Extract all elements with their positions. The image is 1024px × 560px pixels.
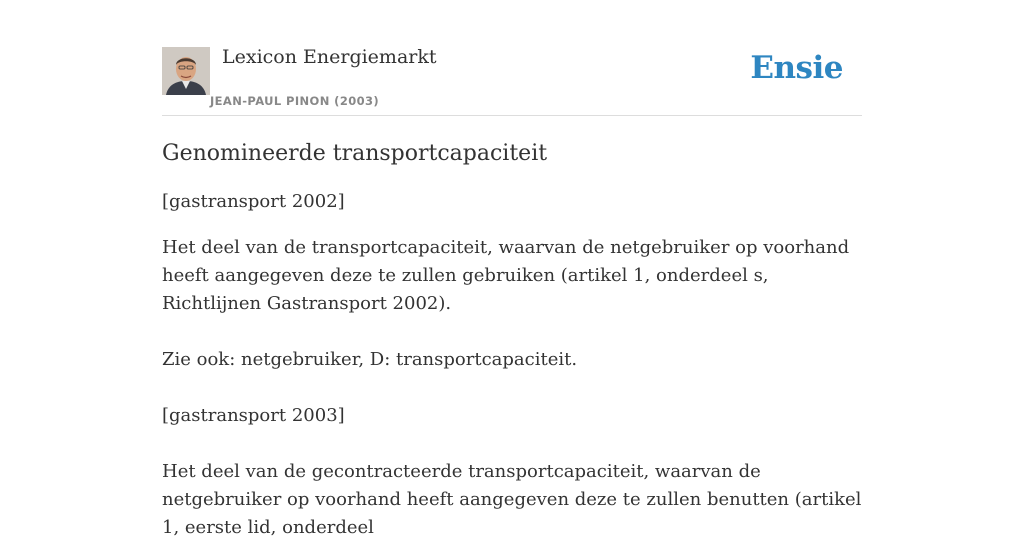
header	[162, 46, 862, 116]
see-also-paragraph: Zie ook: netgebruiker, D: transportcapaciteit.	[162, 349, 578, 370]
book-title[interactable]: Lexicon Energiemarkt	[222, 46, 437, 68]
entry-content	[162, 138, 867, 560]
entry-title: Genomineerde transportcapaciteit	[162, 141, 548, 166]
definition-paragraph: Het deel van de gecontracteerde transportcapaciteit, waarvan de netgebruiker op voorhand heeft aangegeven deze te zullen benutten (artikel 1, eerste lid, onderdeel	[162, 461, 862, 538]
author-avatar[interactable]	[162, 47, 210, 95]
author-photo-icon	[162, 47, 210, 95]
section-label: [gastransport 2002]	[162, 191, 345, 212]
definition-paragraph: Het deel van de transportcapaciteit, waarvan de netgebruiker op voorhand heeft aangegeven deze te zullen gebruiken (artikel 1, onderdeel s, Richtlijnen Gastransport 2002).	[162, 237, 850, 314]
section-label: [gastransport 2003]	[162, 405, 345, 426]
author-name[interactable]: JEAN-PAUL PINON (2003)	[210, 94, 380, 108]
ensie-logo[interactable]: Ensie	[750, 50, 843, 86]
